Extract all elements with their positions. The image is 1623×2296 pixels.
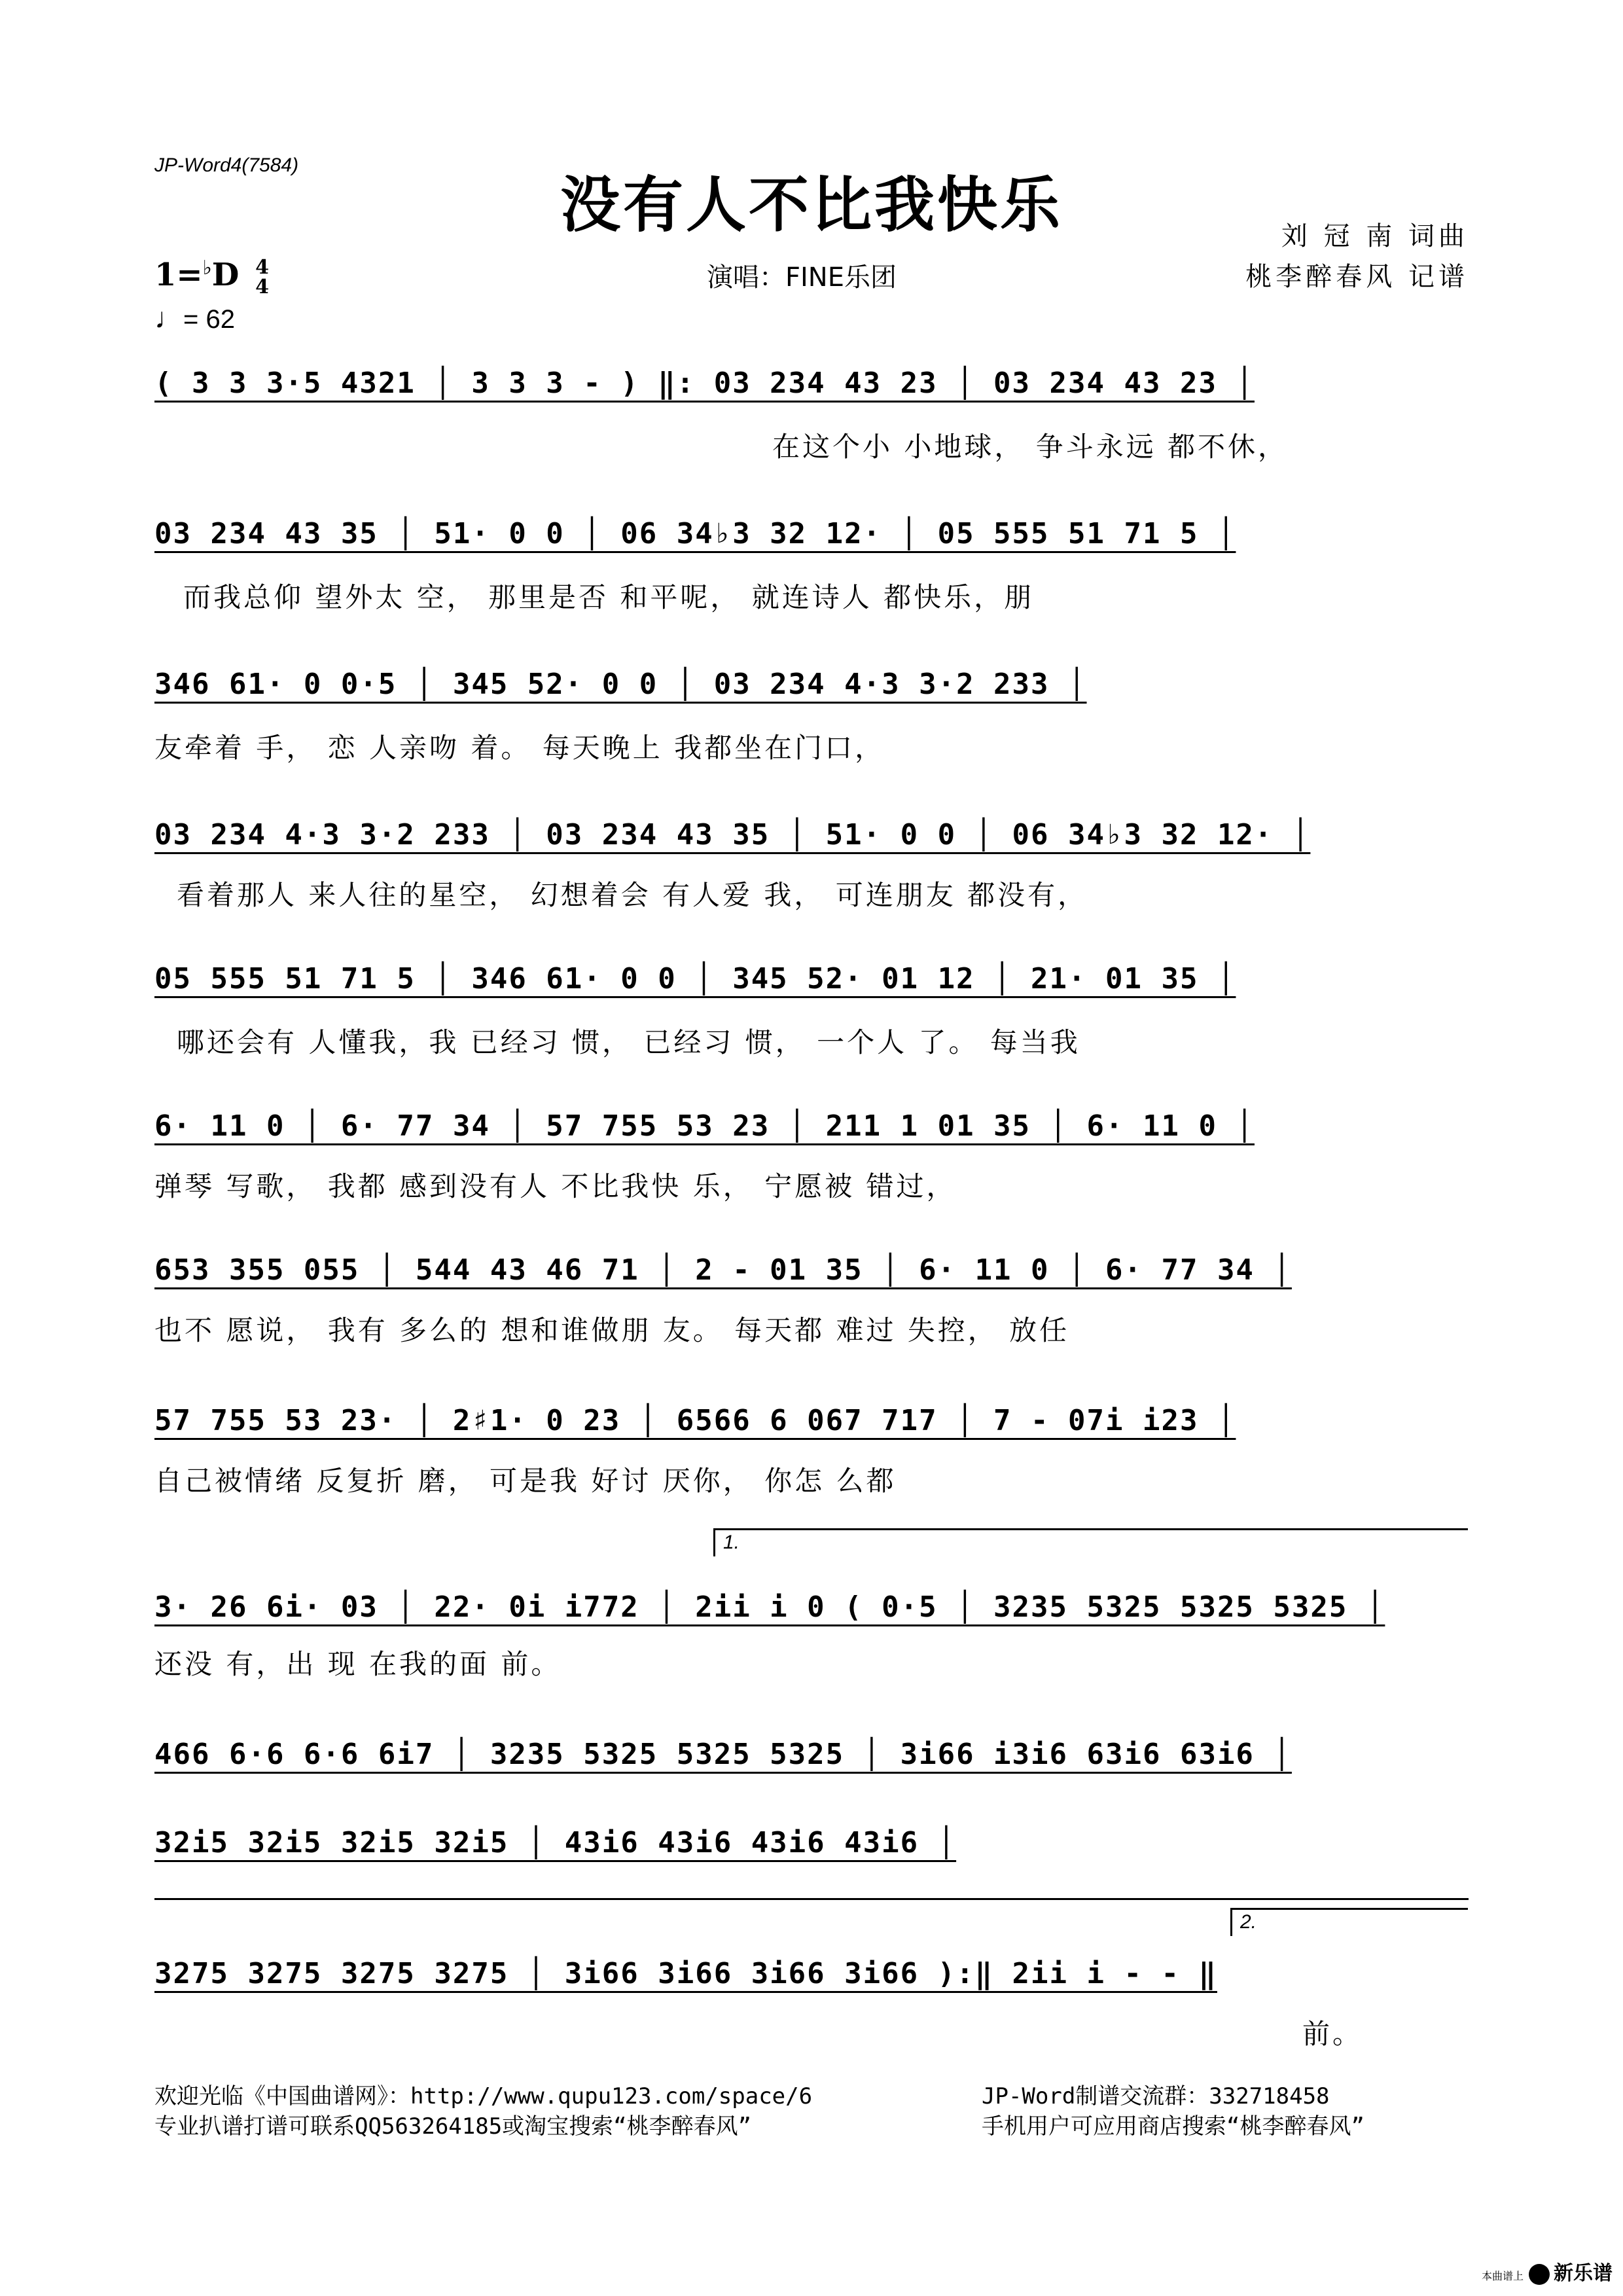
lyric-line: 友牵着 手， 恋 人亲吻 着。 每天晚上 我都坐在门口， [154, 732, 885, 764]
flat-icon: ♭ [202, 257, 212, 279]
tempo-marking [154, 302, 235, 335]
lyric-line: 在这个小 小地球， 争斗永远 都不休， [772, 431, 1289, 463]
notation-line: 466 6·6 6·6 6i7 │ 3235 5325 5325 5325 │ 3i66 i3i6 63i6 63i6 │ [154, 1738, 1292, 1771]
footer-left [154, 2081, 812, 2142]
singer: 演唱：FINE乐团 [707, 262, 897, 293]
notation-line: 03 234 43 35 │ 51· 0 0 │ 06 34♭3 32 12· │ 05 555 51 71 5 │ [154, 517, 1236, 550]
time-bottom: 4 [255, 275, 269, 298]
time-signature [255, 255, 269, 298]
footer-site: 欢迎光临《中国曲谱网》：http://www.qupu123.com/space/6 [154, 2083, 813, 2109]
volta-first-label: 1. [723, 1532, 740, 1553]
notation-line: 3275 3275 3275 3275 │ 3i66 3i66 3i66 3i66 ):‖ 2ii i - - ‖ [154, 1957, 1217, 1990]
time-top: 4 [255, 255, 269, 279]
lyric-line: 而我总仰 望外太 空， 那里是否 和平呢， 就连诗人 都快乐，朋 [183, 581, 1035, 613]
lyric-line: 前。 [1302, 2018, 1363, 2050]
credits [1245, 216, 1469, 297]
notation-line: 57 755 53 23· │ 2♯1· 0 23 │ 6566 6 067 717 │ 7 - 07i i23 │ [154, 1404, 1236, 1437]
lyric-line: 弹琴 写歌， 我都 感到没有人 不比我快 乐， 宁愿被 错过， [154, 1170, 957, 1202]
lyric-line: 看着那人 来人往的星空， 幻想着会 有人爱 我， 可连朋友 都没有， [177, 879, 1088, 911]
key-prefix: 1= [154, 257, 203, 293]
lyric-line: 还没 有，出 现 在我的面 前。 [154, 1648, 562, 1680]
logo-icon [1529, 2264, 1550, 2285]
volta-first [713, 1528, 1468, 1556]
composer-credit: 刘 冠 南 词曲 [1281, 221, 1469, 251]
repeat-bracket [154, 1898, 1469, 1900]
watermark-small: 本曲谱上 [1481, 2271, 1524, 2282]
lyric-line: 自己被情绪 反复折 磨， 可是我 好讨 厌你， 你怎 么都 [154, 1465, 897, 1497]
notation-line: 32i5 32i5 32i5 32i5 │ 43i6 43i6 43i6 43i6 │ [154, 1826, 957, 1859]
footer-app: 手机用户可应用商店搜索“桃李醉春风” [982, 2113, 1364, 2140]
notation-line: ( 3 3 3·5 4321 │ 3 3 3 - ) ‖: 03 234 43 23 │ 03 234 43 23 │ [154, 367, 1255, 400]
quarter-note-icon: ♩ [154, 302, 183, 334]
lyric-line: 哪还会有 人懂我，我 已经习 惯， 已经习 惯， 一个人 了。 每当我 [177, 1026, 1080, 1058]
watermark-brand: 新乐谱 [1554, 2263, 1613, 2284]
key-letter: D [211, 257, 240, 293]
key-signature [154, 257, 269, 297]
notation-line: 653 355 055 │ 544 43 46 71 │ 2 - 01 35 │ 6· 11 0 │ 6· 77 34 │ [154, 1253, 1292, 1287]
notation-line: 346 61· 0 0·5 │ 345 52· 0 0 │ 03 234 4·3 3·2 233 │ [154, 668, 1087, 701]
song-title: 没有人不比我快乐 [560, 170, 1063, 240]
notation-line: 03 234 4·3 3·2 233 │ 03 234 43 35 │ 51· 0 0 │ 06 34♭3 32 12· │ [154, 818, 1311, 852]
notation-line: 6· 11 0 │ 6· 77 34 │ 57 755 53 23 │ 211 1 01 35 │ 6· 11 0 │ [154, 1109, 1255, 1143]
footer-contact: 专业扒谱打谱可联系QQ563264185或淘宝搜索“桃李醉春风” [154, 2113, 752, 2140]
software-version: JP-Word4(7584) [154, 154, 299, 176]
notation-line: 05 555 51 71 5 │ 346 61· 0 0 │ 345 52· 01 12 │ 21· 01 35 │ [154, 962, 1236, 996]
tempo-value: = 62 [183, 305, 235, 334]
watermark [1482, 2257, 1613, 2286]
lyric-line: 也不 愿说， 我有 多么的 想和谁做朋 友。 每天都 难过 失控， 放任 [154, 1314, 1070, 1346]
notation-line: 3· 26 6i· 03 │ 22· 0i i772 │ 2ii i 0 ( 0·5 │ 3235 5325 5325 5325 │ [154, 1590, 1385, 1624]
footer-right [982, 2081, 1364, 2142]
footer-group: JP-Word制谱交流群：332718458 [982, 2083, 1330, 2109]
volta-second-label: 2. [1240, 1911, 1257, 1933]
transcriber-credit: 桃李醉春风 记谱 [1245, 262, 1469, 292]
volta-second [1230, 1908, 1468, 1936]
